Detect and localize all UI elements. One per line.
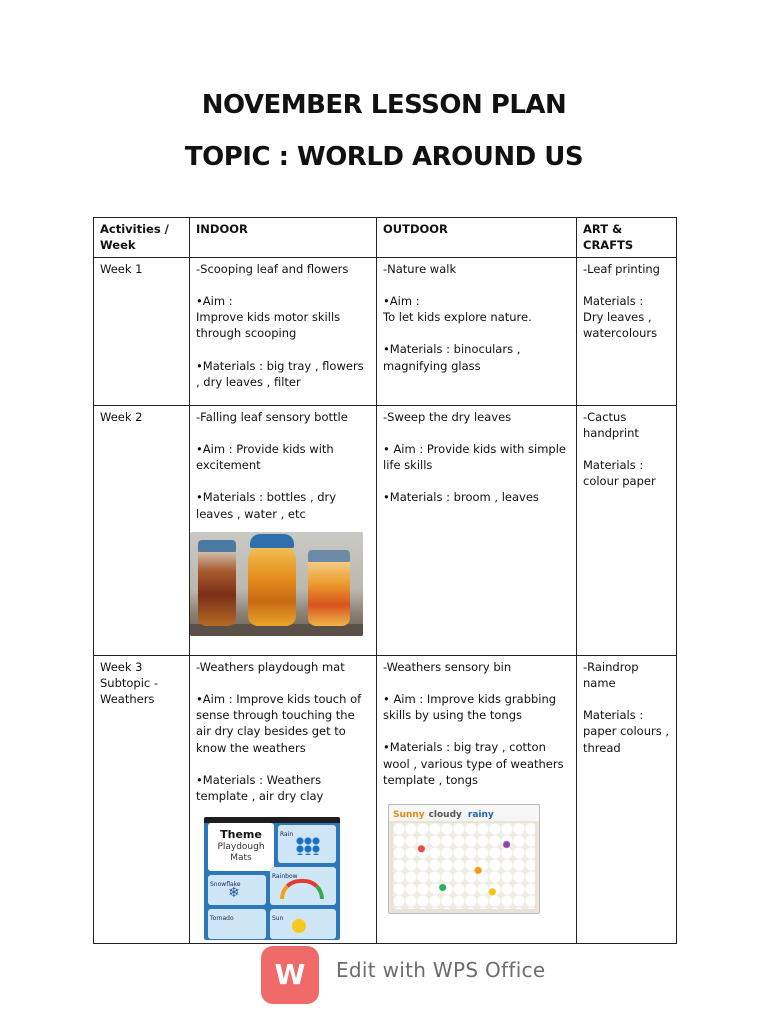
indoor-materials: •Materials : Weathers template , air dry clay: [196, 773, 324, 804]
indoor-aim: •Aim : Provide kids with excitement: [196, 441, 334, 473]
playdough-theme-label: [208, 823, 274, 871]
outdoor-materials: •Materials : binoculars , magnifying glass: [383, 342, 521, 373]
outdoor-cell: [377, 257, 577, 405]
card-label: Snowflake: [210, 880, 241, 888]
art-materials-label: Materials :: [583, 293, 644, 308]
indoor-cell: [190, 257, 377, 405]
art-cell: [577, 655, 677, 943]
art-cell: [577, 405, 677, 655]
weather-sensory-bin-photo: [388, 804, 540, 914]
outdoor-activity: -Weathers sensory bin: [383, 659, 512, 674]
outdoor-aim: • Aim : Provide kids with simple life skills: [383, 441, 566, 473]
week-cell: [94, 655, 190, 943]
document-title: NOVEMBER LESSON PLAN: [201, 90, 567, 120]
art-cell: [577, 257, 677, 405]
lesson-plan-table: [93, 217, 677, 944]
week-cell: [94, 405, 190, 655]
header-activities-week: Activities / Week: [94, 218, 190, 258]
rainbow-card: [270, 867, 336, 905]
table-header-row: [94, 218, 677, 258]
table-row: [94, 405, 677, 655]
indoor-materials: •Materials : big tray , flowers , dry leaves , filter: [196, 358, 364, 390]
theme-text: Theme: [220, 827, 262, 841]
art-materials: paper colours , thread: [583, 724, 670, 755]
header-art-crafts: ART & CRAFTS: [577, 218, 677, 258]
outdoor-activity: -Nature walk: [383, 261, 457, 276]
card-label: Tornado: [210, 914, 234, 922]
week-label: Week 1: [100, 261, 143, 276]
snowflake-icon: ❄: [228, 884, 240, 901]
document-topic: TOPIC : WORLD AROUND US: [184, 142, 584, 172]
indoor-aim: •Aim : Improve kids touch of sense through touching the air dry clay besides get to know the weathers: [196, 691, 362, 755]
indoor-activity: -Falling leaf sensory bottle: [196, 409, 348, 424]
outdoor-aim: To let kids explore nature.: [383, 310, 532, 325]
outdoor-materials: •Materials : big tray , cotton wool , various type of weathers template , tongs: [383, 740, 564, 788]
art-materials: colour paper: [583, 474, 656, 489]
week-subtopic: Weathers: [100, 692, 155, 707]
sun-card: [270, 909, 336, 939]
header-outdoor: OUTDOOR: [377, 218, 577, 258]
art-materials: Dry leaves , watercolours: [583, 310, 658, 341]
art-activity: -Cactus handprint: [583, 409, 639, 440]
snowflake-card: [208, 875, 266, 905]
table-row: [94, 257, 677, 405]
week-label: Week 3: [100, 659, 143, 674]
edit-with-wps-link[interactable]: Edit with WPS Office: [336, 958, 546, 982]
tornado-card: [208, 909, 266, 939]
week-subtopic-label: Subtopic -: [100, 675, 159, 690]
outdoor-cell: [377, 655, 577, 943]
outdoor-aim-label: •Aim :: [383, 293, 420, 308]
indoor-cell: [190, 655, 377, 943]
art-materials-label: Materials :: [583, 708, 644, 723]
outdoor-activity: -Sweep the dry leaves: [383, 409, 512, 424]
indoor-aim: Improve kids motor skills through scooping: [196, 310, 341, 341]
outdoor-cell: [377, 405, 577, 655]
card-label: Sun: [272, 914, 284, 922]
wps-logo-letter: W: [274, 958, 306, 991]
week-label: Week 2: [100, 409, 143, 424]
rain-card: [278, 825, 336, 863]
outdoor-aim: • Aim : Improve kids grabbing skills by using the tongs: [383, 691, 557, 723]
bin-word-cloudy: cloudy: [428, 810, 462, 821]
playdough-mats-photo: [204, 817, 340, 940]
art-activity: -Leaf printing: [583, 261, 660, 276]
indoor-cell: [190, 405, 377, 655]
card-label: Rainbow: [272, 872, 298, 880]
indoor-materials: •Materials : bottles , dry leaves , water , etc: [196, 490, 337, 521]
art-materials-label: Materials :: [583, 458, 644, 473]
table-row: [94, 655, 677, 943]
wps-logo-icon[interactable]: [261, 946, 319, 1004]
outdoor-materials: •Materials : broom , leaves: [383, 490, 539, 505]
sun-icon: [292, 919, 306, 933]
indoor-activity: -Scooping leaf and flowers: [196, 261, 349, 276]
sensory-bottles-photo: [190, 532, 363, 636]
playdough-mats-text: Playdough Mats: [217, 841, 265, 863]
card-label: Rain: [280, 830, 294, 838]
art-activity: -Raindrop name: [583, 659, 639, 690]
header-indoor: INDOOR: [190, 218, 377, 258]
bin-word-sunny: Sunny: [393, 810, 425, 821]
bin-word-rainy: rainy: [467, 810, 494, 821]
bin-header: [389, 805, 539, 821]
indoor-activity: -Weathers playdough mat: [196, 659, 345, 674]
indoor-aim-label: •Aim :: [196, 293, 233, 308]
week-cell: [94, 257, 190, 405]
